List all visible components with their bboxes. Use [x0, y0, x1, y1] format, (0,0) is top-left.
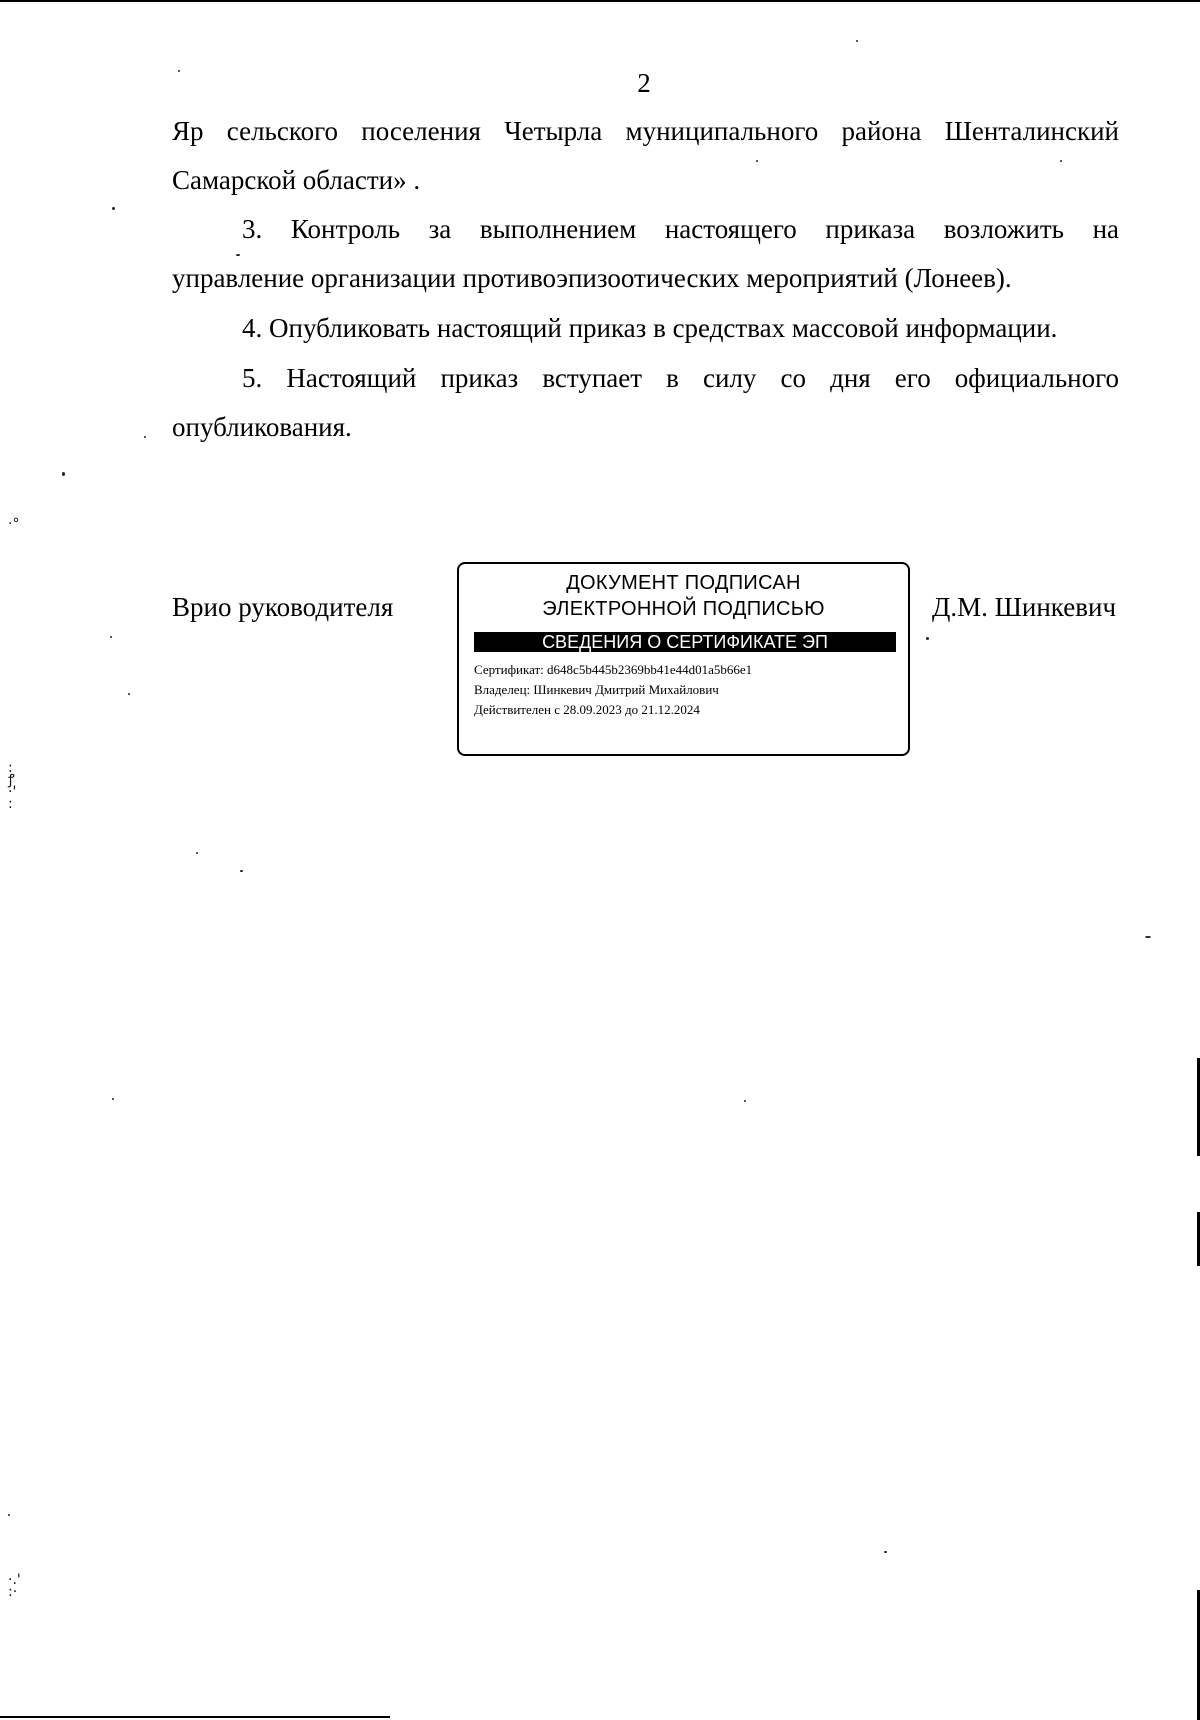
- scan-speck: [856, 40, 858, 42]
- paragraph-item-4: [172, 304, 1119, 353]
- scan-mark: ·°: [8, 516, 20, 532]
- scan-speck: [926, 637, 929, 640]
- bottom-border-line: [0, 1716, 390, 1718]
- scan-speck: [884, 1551, 887, 1553]
- stamp-heading-line1: ДОКУМЕНТ ПОДПИСАН: [566, 572, 801, 594]
- paragraph-line: Яр сельского поселения Четырла муниципального района Шенталинский: [172, 116, 1119, 146]
- paragraph-line: 3. Контроль за выполнением настоящего приказа возложить на: [242, 214, 1119, 244]
- scan-speck: [178, 70, 180, 72]
- scan-speck: [744, 1100, 746, 1102]
- scan-speck: [236, 254, 240, 256]
- page-number: 2: [637, 68, 651, 98]
- stamp-heading-line2: ЭЛЕКТРОННОЙ ПОДПИСЬЮ: [542, 598, 825, 620]
- paragraph-continuation: [172, 107, 1119, 205]
- stamp-validity: Действителен с 28.09.2023 до 21.12.2024: [474, 702, 700, 717]
- paragraph-line: 4. Опубликовать настоящий приказ в средствах массовой информации.: [242, 313, 1058, 343]
- scan-speck: [110, 636, 112, 638]
- top-border-line: [0, 0, 1200, 2]
- scan-speck: [144, 436, 146, 438]
- stamp-certificate-id: Сертификат: d648c5b445b2369bb41e44d01a5b66e1: [474, 662, 753, 677]
- scan-speck: [756, 160, 758, 162]
- paragraph-item-5: [172, 354, 1119, 452]
- scan-speck: [196, 852, 198, 854]
- scan-mark: : ꝭ ·ꞌ :: [8, 760, 17, 812]
- scan-speck: [1060, 160, 1062, 162]
- scan-speck: [112, 1098, 114, 1100]
- paragraph-line: управление организации противоэпизоотических мероприятий (Лонеев).: [172, 263, 1012, 293]
- paragraph-item-3: [172, 205, 1119, 303]
- scan-speck: [240, 870, 243, 872]
- stamp-owner: Владелец: Шинкевич Дмитрий Михайлович: [474, 682, 719, 697]
- paragraph-line: 5. Настоящий приказ вступает в силу со дня его официального: [242, 363, 1119, 393]
- scan-speck: [112, 207, 115, 210]
- paragraph-line: опубликования.: [172, 412, 352, 442]
- scan-speck: [8, 1514, 10, 1516]
- scan-speck: [1145, 936, 1151, 938]
- stamp-certificate-band: СВЕДЕНИЯ О СЕРТИФИКАТЕ ЭП: [474, 632, 896, 652]
- signer-name: Д.М. Шинкевич: [932, 592, 1117, 622]
- scan-speck: [128, 693, 130, 695]
- scan-mark: ·.ꞌ :·: [8, 1572, 21, 1600]
- paragraph-line: Самарской области» .: [172, 165, 421, 195]
- electronic-signature-stamp: [457, 562, 910, 756]
- scan-speck: [62, 472, 65, 476]
- signer-title: Врио руководителя: [172, 592, 394, 622]
